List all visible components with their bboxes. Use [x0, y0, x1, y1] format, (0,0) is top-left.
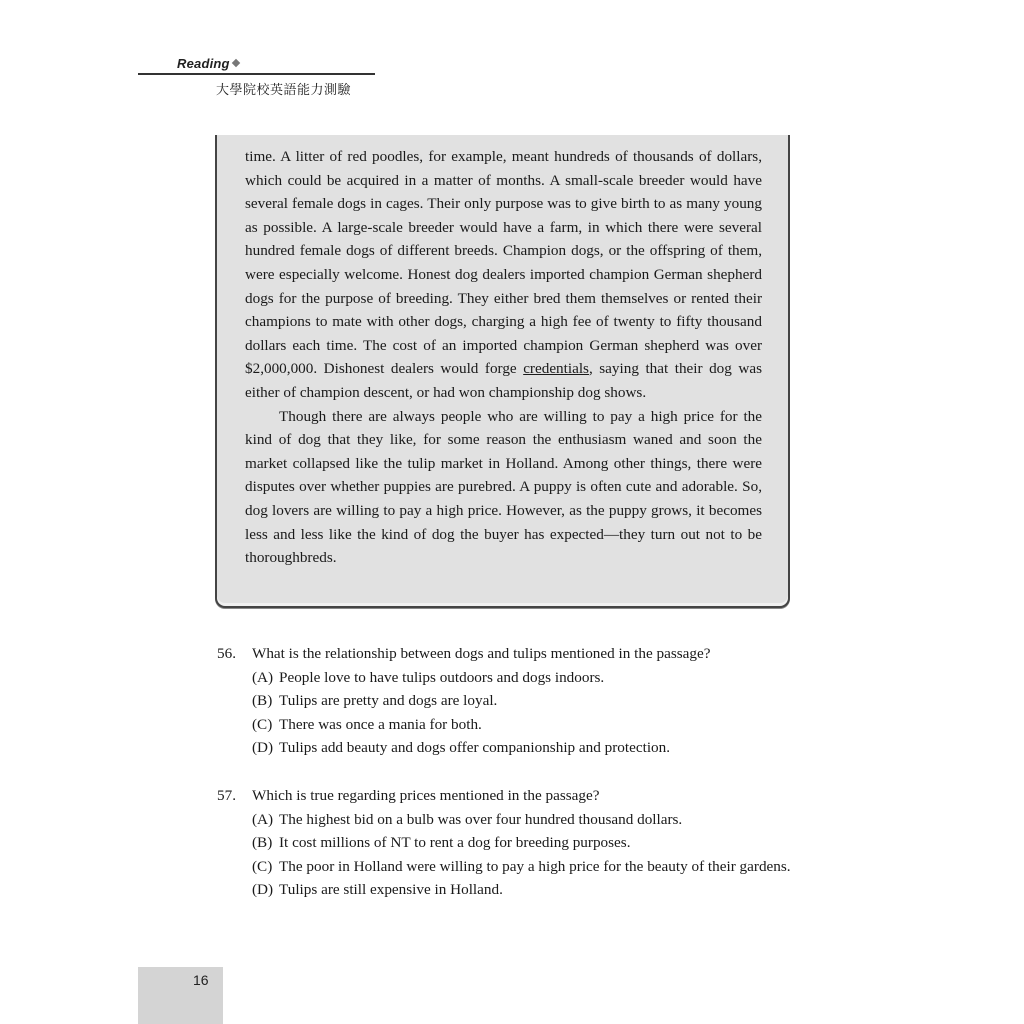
question-text: What is the relationship between dogs and tulips mentioned in the passage? — [252, 645, 711, 662]
question-text: Which is true regarding prices mentioned in the passage? — [252, 787, 600, 804]
question-number: 56. — [217, 645, 236, 662]
option-57-d[interactable]: (D) Tulips are still expensive in Holland. — [252, 881, 503, 899]
book-title: 大學院校英語能力測驗 — [216, 83, 352, 98]
question-number: 57. — [217, 787, 236, 804]
option-56-a[interactable]: (A) People love to have tulips outdoors and dogs indoors. — [252, 668, 605, 686]
question-57 — [217, 784, 807, 902]
passage-text — [245, 145, 762, 570]
option-56-d[interactable]: (D) Tulips add beauty and dogs offer companionship and protection. — [252, 739, 671, 757]
option-56-c[interactable]: (C) There was once a mania for both. — [252, 715, 482, 733]
option-57-a[interactable]: (A) The highest bid on a bulb was over four hundred thousand dollars. — [252, 810, 683, 828]
passage-paragraph-1: time. A litter of red poodles, for example, meant hundreds of thousands of dollars, which could be acquired in a matter of months. A small-scale breeder would have several female dogs in cages. Their only purpose was to give birth to as many young as possible. A large-scale breeder would have a farm, in which there were several hundred female dogs of different breeds. Champion dogs, or the offspring of them, were especially welcome. Honest dog dealers imported champion German shepherd dogs for the purpose of breeding. They either bred them themselves or rented their champions to mate with other dogs, charging a high fee of twenty to fifty thousand dollars each time. The cost of an imported champion German shepherd was over $2,000,000. Dishonest dealers would forge credentials, saying that their dog was either of champion descent, or had won championship dog shows. — [245, 148, 762, 401]
passage-box — [215, 135, 790, 608]
passage-paragraph-2: Though there are always people who are willing to pay a high price for the kind of dog that they like, for some reason the enthusiasm waned and soon the market collapsed like the tulip market in Holland. Among other things, there were disputes over whether puppies are purebred. A puppy is often cute and adorable. So, dog lovers are willing to pay a high price. However, as the puppy grows, it becomes less and less like the kind of dog the buyer has expected—they turn out not to be thoroughbreds. — [245, 407, 762, 567]
option-56-b[interactable]: (B) Tulips are pretty and dogs are loyal. — [252, 692, 498, 710]
underlined-word: credentials — [523, 360, 589, 378]
option-57-b[interactable]: (B) It cost millions of NT to rent a dog for breeding purposes. — [252, 834, 631, 852]
header-rule — [138, 73, 375, 75]
page-number: 16 — [193, 972, 209, 988]
diamond-icon — [231, 59, 239, 67]
question-56 — [217, 642, 807, 760]
page-number-tab — [138, 967, 223, 1024]
option-57-c[interactable]: (C) The poor in Holland were willing to pay a high price for the beauty of their gardens. — [252, 857, 791, 875]
section-label: Reading — [177, 56, 239, 71]
